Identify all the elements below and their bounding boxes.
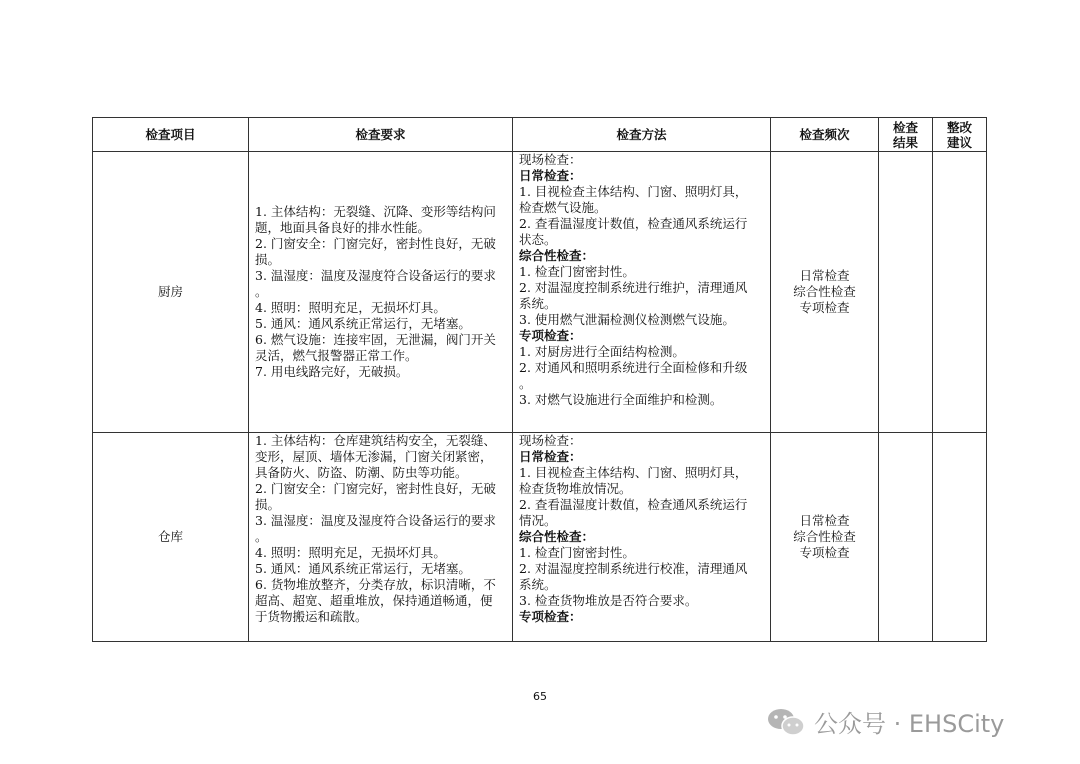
requirement-line: 2. 门窗安全：门窗完好，密封性良好，无破 — [255, 236, 496, 251]
method-line: 。 — [519, 376, 532, 391]
table-row — [93, 433, 987, 642]
requirement-line: 灵活，燃气报警器正常工作。 — [255, 348, 418, 363]
method-line: 状态。 — [519, 232, 557, 247]
requirement-line: 4. 照明：照明充足，无损坏灯具。 — [255, 300, 446, 315]
method-line: 现场检查： — [519, 433, 582, 448]
requirement-line: 损。 — [255, 252, 281, 267]
requirement-line: 题，地面具备良好的排水性能。 — [255, 220, 431, 235]
requirement-line: 变形，屋顶、墙体无渗漏，门窗关闭紧密， — [255, 449, 493, 464]
header-result: 检查 结果 — [879, 118, 933, 152]
frequency-line: 日常检查 — [799, 513, 850, 528]
method-heading: 日常检查： — [519, 449, 582, 464]
method-line: 2. 对通风和照明系统进行全面检修和升级 — [519, 360, 748, 375]
method-line: 2. 查看温湿度计数值，检查通风系统运行 — [519, 497, 748, 512]
method-line: 1. 检查门窗密封性。 — [519, 545, 635, 560]
frequency-line: 专项检查 — [799, 545, 850, 560]
methods-cell — [513, 433, 771, 642]
requirement-line: 于货物搬运和疏散。 — [255, 609, 368, 624]
method-heading: 日常检查： — [519, 168, 582, 183]
requirement-line: 4. 照明：照明充足，无损坏灯具。 — [255, 545, 446, 560]
requirement-line: 3. 温湿度：温度及湿度符合设备运行的要求 — [255, 513, 496, 528]
requirement-line: 2. 门窗安全：门窗完好，密封性良好，无破 — [255, 481, 496, 496]
header-methods: 检查方法 — [513, 118, 771, 152]
requirement-line: 6. 货物堆放整齐，分类存放，标识清晰，不 — [255, 577, 496, 592]
result-cell — [879, 433, 933, 642]
frequency-line: 综合性检查 — [793, 284, 856, 299]
requirement-line: 6. 燃气设施：连接牢固，无泄漏，阀门开关 — [255, 332, 496, 347]
method-line: 1. 对厨房进行全面结构检测。 — [519, 344, 685, 359]
methods-cell — [513, 152, 771, 433]
header-frequency: 检查频次 — [771, 118, 879, 152]
method-line: 1. 目视检查主体结构、门窗、照明灯具， — [519, 184, 748, 199]
requirement-line: 1. 主体结构：仓库建筑结构安全，无裂缝、 — [255, 433, 496, 448]
watermark-text: 公众号 · EHSCity — [814, 710, 1005, 738]
method-line: 情况。 — [519, 513, 557, 528]
frequency-line: 专项检查 — [799, 300, 850, 315]
method-heading: 综合性检查： — [519, 248, 595, 263]
requirement-line: 。 — [255, 529, 268, 544]
requirements-cell — [249, 152, 513, 433]
method-line: 检查燃气设施。 — [519, 200, 607, 215]
method-line: 现场检查： — [519, 152, 582, 167]
page-number: 65 — [533, 690, 547, 703]
item-cell — [93, 433, 249, 642]
method-line: 系统。 — [519, 296, 557, 311]
requirement-line: 损。 — [255, 497, 281, 512]
method-line: 1. 检查门窗密封性。 — [519, 264, 635, 279]
method-line: 2. 对温湿度控制系统进行维护，清理通风 — [519, 280, 748, 295]
method-line: 系统。 — [519, 577, 557, 592]
requirement-line: 具备防火、防盗、防潮、防虫等功能。 — [255, 465, 468, 480]
requirement-line: 3. 温湿度：温度及湿度符合设备运行的要求 — [255, 268, 496, 283]
header-requirements: 检查要求 — [249, 118, 513, 152]
method-line: 3. 使用燃气泄漏检测仪检测燃气设施。 — [519, 312, 735, 327]
item-label: 厨房 — [157, 284, 183, 299]
table-header-row — [93, 118, 987, 152]
advice-cell — [933, 433, 987, 642]
method-line: 检查货物堆放情况。 — [519, 481, 632, 496]
requirements-cell — [249, 433, 513, 642]
requirement-line: 7. 用电线路完好，无破损。 — [255, 364, 409, 379]
watermark — [766, 704, 1004, 739]
method-line: 3. 检查货物堆放是否符合要求。 — [519, 593, 698, 608]
method-heading: 专项检查： — [519, 609, 582, 624]
result-cell — [879, 152, 933, 433]
requirement-line: 5. 通风：通风系统正常运行，无堵塞。 — [255, 561, 471, 576]
item-label: 仓库 — [157, 529, 183, 544]
frequency-cell — [771, 433, 879, 642]
header-advice: 整改 建议 — [933, 118, 987, 152]
method-line: 2. 对温湿度控制系统进行校准，清理通风 — [519, 561, 748, 576]
frequency-cell — [771, 152, 879, 433]
item-cell — [93, 152, 249, 433]
wechat-icon — [766, 707, 806, 737]
method-heading: 综合性检查： — [519, 529, 595, 544]
method-line: 2. 查看温湿度计数值，检查通风系统运行 — [519, 216, 748, 231]
frequency-line: 综合性检查 — [793, 529, 856, 544]
advice-cell — [933, 152, 987, 433]
inspection-table — [92, 117, 987, 642]
requirement-line: 。 — [255, 284, 268, 299]
method-line: 1. 目视检查主体结构、门窗、照明灯具， — [519, 465, 748, 480]
method-line: 3. 对燃气设施进行全面维护和检测。 — [519, 392, 723, 407]
frequency-line: 日常检查 — [799, 268, 850, 283]
header-item: 检查项目 — [93, 118, 249, 152]
requirement-line: 1. 主体结构：无裂缝、沉降、变形等结构问 — [255, 204, 496, 219]
table-row — [93, 152, 987, 433]
method-heading: 专项检查： — [519, 328, 582, 343]
requirement-line: 超高、超宽、超重堆放，保持通道畅通，便 — [255, 593, 493, 608]
requirement-line: 5. 通风：通风系统正常运行，无堵塞。 — [255, 316, 471, 331]
